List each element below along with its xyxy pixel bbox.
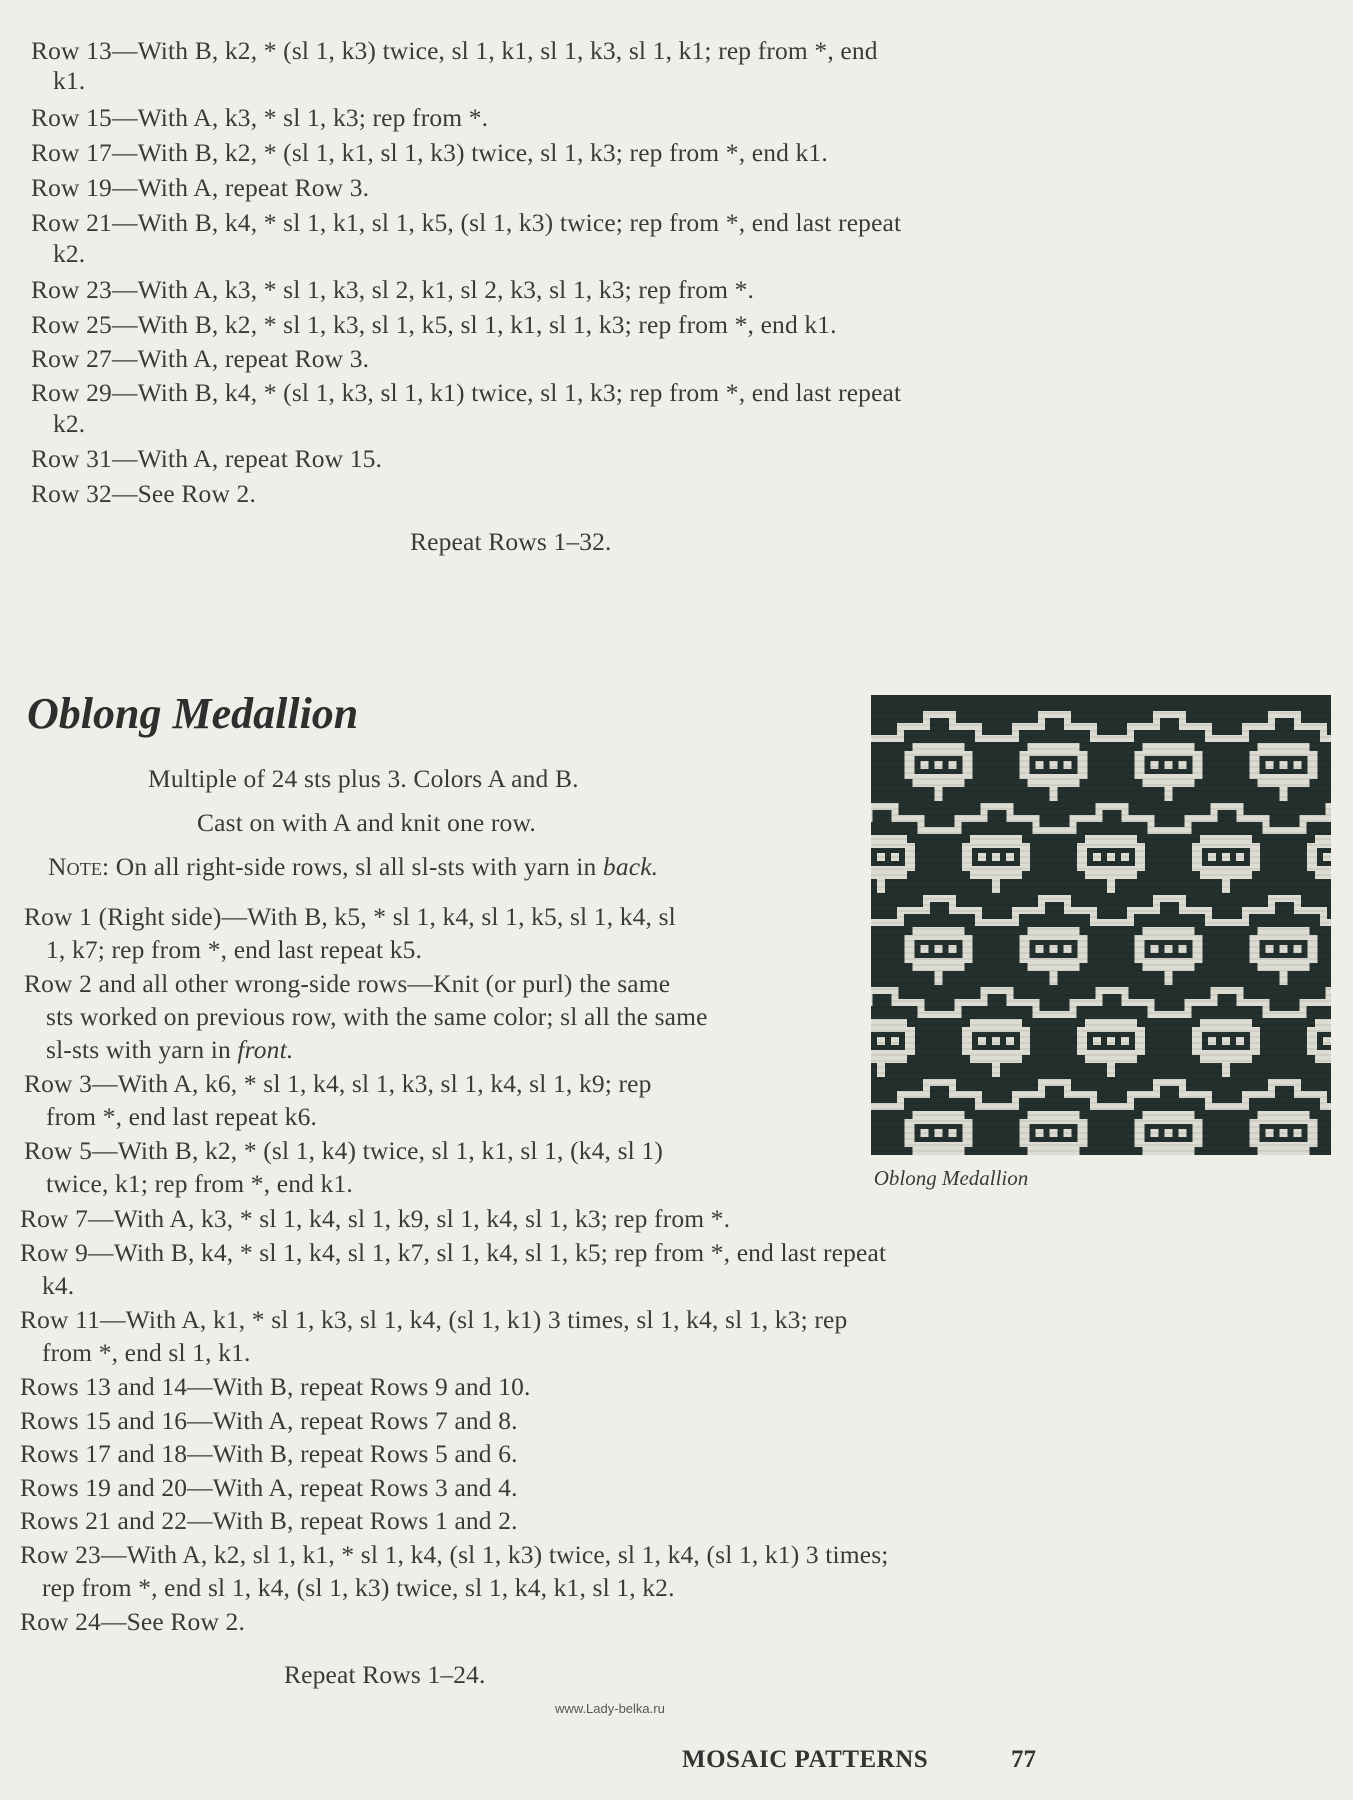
mrow-2-line-3	[24, 1035, 293, 1065]
mrow-23-line-2: rep from *, end sl 1, k4, (sl 1, k3) twice, sl 1, k4, k1, sl 1, k2.	[42, 1573, 675, 1602]
swatch-photo	[871, 695, 1331, 1155]
row-13-line-1: Row 13—With B, k2, * (sl 1, k3) twice, sl 1, k1, sl 1, k3, sl 1, k1; rep from *, end	[31, 36, 878, 65]
row-32: Row 32—See Row 2.	[31, 479, 256, 508]
row-23: Row 23—With A, k3, * sl 1, k3, sl 2, k1, sl 2, k3, sl 1, k3; rep from *.	[31, 275, 755, 304]
row-29-line-1: Row 29—With B, k4, * (sl 1, k3, sl 1, k1) twice, sl 1, k3; rep from *, end last repeat	[31, 378, 902, 407]
row-31: Row 31—With A, repeat Row 15.	[31, 444, 383, 473]
mrow-3-line-1: Row 3—With A, k6, * sl 1, k4, sl 1, k3, sl 1, k4, sl 1, k9; rep	[24, 1069, 652, 1098]
mrow-24: Row 24—See Row 2.	[20, 1607, 245, 1636]
mrow-5-line-1: Row 5—With B, k2, * (sl 1, k4) twice, sl 1, k1, sl 1, (k4, sl 1)	[24, 1136, 663, 1165]
mrow-2-line-2: sts worked on previous row, with the same color; sl all the same	[46, 1002, 708, 1031]
mrow-11-line-2: from *, end sl 1, k1.	[42, 1338, 251, 1367]
row-15: Row 15—With A, k3, * sl 1, k3; rep from *.	[31, 103, 489, 132]
mrow-3-line-2: from *, end last repeat k6.	[46, 1102, 318, 1131]
mrow-17-18: Rows 17 and 18—With B, repeat Rows 5 and 6.	[20, 1439, 518, 1468]
pattern-note	[48, 852, 658, 882]
row-25: Row 25—With B, k2, * sl 1, k3, sl 1, k5, sl 1, k1, sl 1, k3; rep from *, end k1.	[31, 310, 837, 339]
mrow-5-line-2: twice, k1; rep from *, end k1.	[46, 1169, 353, 1198]
mrow-2-line-3-emph: front.	[237, 1035, 294, 1064]
pattern-repeat-line: Repeat Rows 1–24.	[284, 1660, 486, 1689]
footer-section-title: MOSAIC PATTERNS	[682, 1746, 929, 1773]
mrow-19-20: Rows 19 and 20—With A, repeat Rows 3 and 4.	[20, 1473, 518, 1502]
note-text: On all right-side rows, sl all sl-sts with yarn in	[109, 852, 603, 881]
row-13-line-2: k1.	[53, 66, 86, 95]
row-17: Row 17—With B, k2, * (sl 1, k1, sl 1, k3) twice, sl 1, k3; rep from *, end k1.	[31, 138, 828, 167]
page-number: 77	[1011, 1746, 1036, 1773]
mrow-23-line-1: Row 23—With A, k2, sl 1, k1, * sl 1, k4, (sl 1, k3) twice, sl 1, k4, (sl 1, k1) 3 times;	[20, 1540, 889, 1569]
mrow-7: Row 7—With A, k3, * sl 1, k4, sl 1, k9, sl 1, k4, sl 1, k3; rep from *.	[20, 1204, 731, 1233]
row-21-line-2: k2.	[53, 239, 86, 268]
row-19: Row 19—With A, repeat Row 3.	[31, 173, 370, 202]
mrow-13-14: Rows 13 and 14—With B, repeat Rows 9 and 10.	[20, 1372, 531, 1401]
mrow-15-16: Rows 15 and 16—With A, repeat Rows 7 and 8.	[20, 1406, 518, 1435]
pattern-multiple: Multiple of 24 sts plus 3. Colors A and B.	[148, 764, 579, 793]
mrow-1-line-2: 1, k7; rep from *, end last repeat k5.	[46, 935, 423, 964]
row-27: Row 27—With A, repeat Row 3.	[31, 344, 370, 373]
row-21-line-1: Row 21—With B, k4, * sl 1, k1, sl 1, k5, (sl 1, k3) twice; rep from *, end last repeat	[31, 208, 902, 237]
mrow-21-22: Rows 21 and 22—With B, repeat Rows 1 and 2.	[20, 1506, 518, 1535]
mrow-1-line-1: Row 1 (Right side)—With B, k5, * sl 1, k4, sl 1, k5, sl 1, k4, sl	[24, 902, 676, 931]
swatch-pattern-graphic	[871, 695, 1331, 1155]
pattern-title: Oblong Medallion	[27, 689, 359, 738]
mrow-2-line-3-text: sl-sts with yarn in	[46, 1035, 238, 1064]
top-repeat-line: Repeat Rows 1–32.	[410, 527, 612, 556]
mrow-9-line-2: k4.	[42, 1271, 75, 1300]
row-29-line-2: k2.	[53, 409, 86, 438]
watermark: www.Lady-belka.ru	[555, 1701, 665, 1716]
mrow-11-line-1: Row 11—With A, k1, * sl 1, k3, sl 1, k4, (sl 1, k1) 3 times, sl 1, k4, sl 1, k3; rep	[20, 1305, 848, 1334]
mrow-2-line-1: Row 2 and all other wrong-side rows—Knit (or purl) the same	[24, 969, 671, 998]
mrow-9-line-1: Row 9—With B, k4, * sl 1, k4, sl 1, k7, sl 1, k4, sl 1, k5; rep from *, end last repeat	[20, 1238, 887, 1267]
note-label: Note:	[48, 852, 110, 881]
note-emphasis: back.	[602, 852, 659, 881]
swatch-caption: Oblong Medallion	[873, 1166, 1029, 1190]
pattern-cast-on: Cast on with A and knit one row.	[197, 808, 536, 837]
